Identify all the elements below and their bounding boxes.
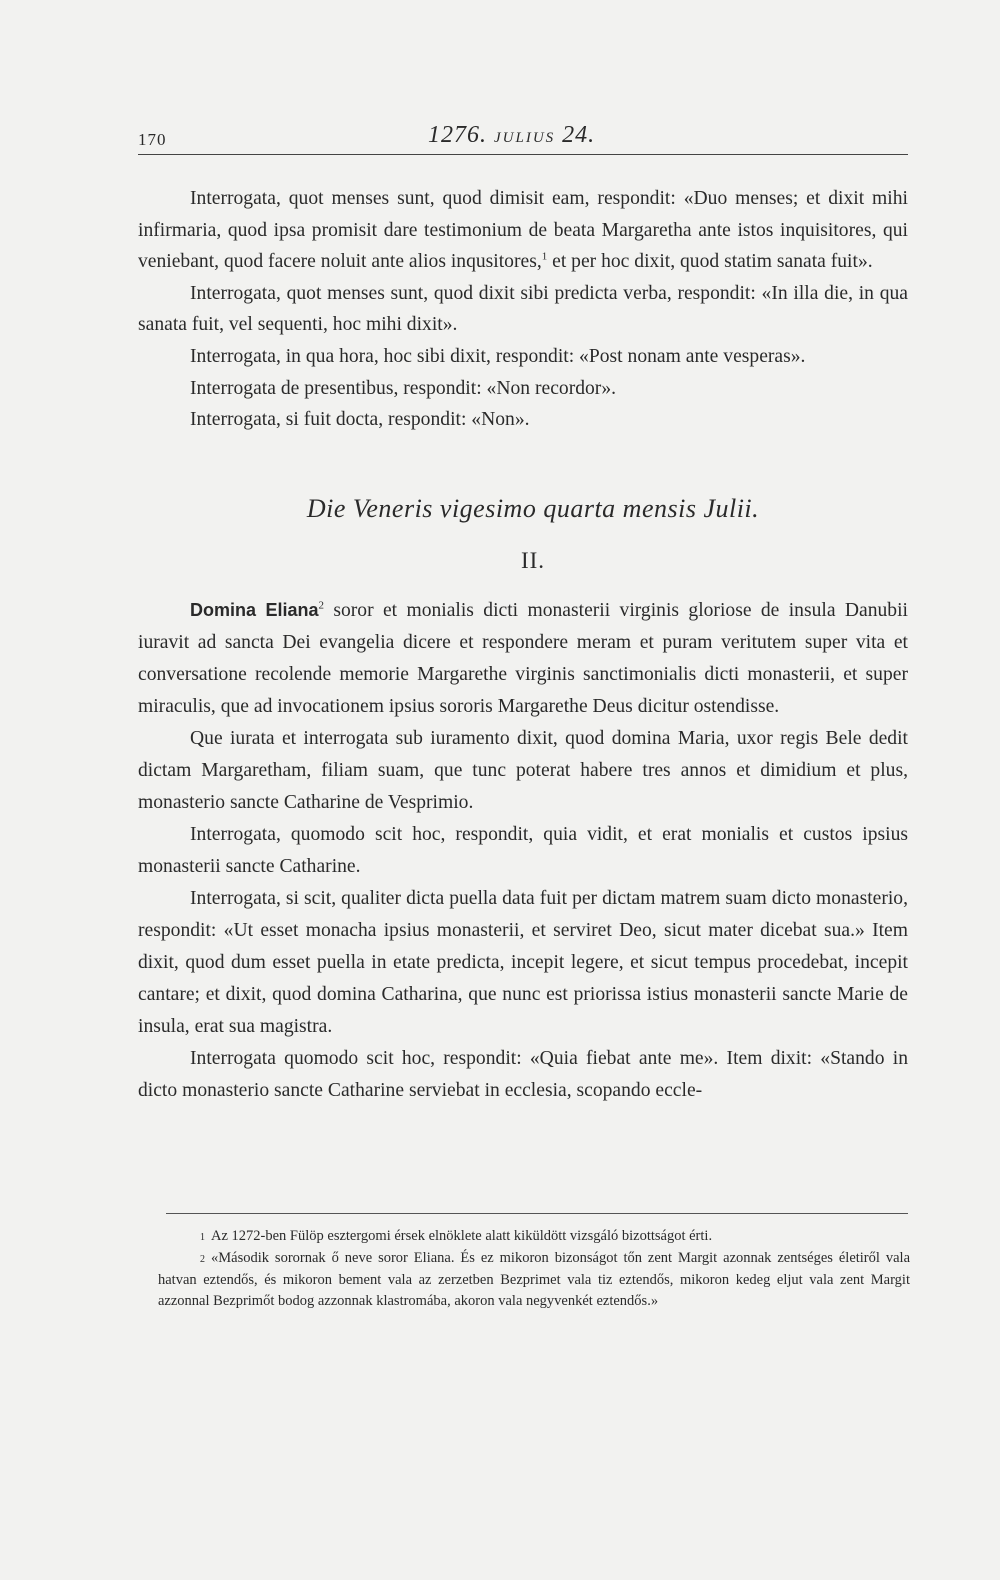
running-head-month: JULIUS — [494, 130, 556, 146]
paragraph: Interrogata de presentibus, respondit: «Non recordor». — [190, 377, 617, 399]
footnotes — [158, 1226, 910, 1312]
page-number: 170 — [138, 130, 167, 149]
paragraph: Interrogata quomodo scit hoc, respondit: «Quia fiebat ante me». Item dixit: «Stando in dicto monasterio sancte Catharine serviebat in ecclesia, scopando eccle- — [138, 1047, 908, 1101]
paragraph-text: et per hoc dixit, quod statim sanata fuit». — [547, 251, 873, 273]
paragraph: Interrogata, si scit, qualiter dicta puella data fuit per dictam matrem suam dicto monasterio, respondit: «Ut esset monacha ipsius monasterii, et serviret Deo, sicut mater dicebat sua.» Item dixit, quod dum esset puella in etate predicta, incepit legere, et sicut tempus procedebat, incepit cantare; et dixit, quod domina Catharina, que nunc est priorissa istius monasterii sancte Marie de insula, erat sua magistra. — [138, 887, 908, 1037]
running-head-day: 24. — [562, 122, 596, 148]
page-header — [138, 118, 908, 155]
footnote-text: Az 1272-ben Fülöp esztergomi érsek elnöklete alatt kiküldött vizsgáló bizottságot érti. — [211, 1228, 713, 1244]
section-number: II. — [520, 547, 546, 573]
paragraph: Interrogata, in qua hora, hoc sibi dixit, respondit: «Post nonam ante vesperas». — [190, 345, 806, 367]
paragraph: Interrogata, si fuit docta, respondit: «Non». — [190, 409, 530, 431]
witness-name: Domina Eliana — [190, 599, 319, 620]
paragraph — [138, 594, 908, 723]
body-text-block-1 — [138, 183, 908, 436]
paragraph: Interrogata, quomodo scit hoc, respondit, quia vidit, et erat monialis et custos ipsius monasterii sancte Catharine. — [138, 823, 908, 877]
footnote-mark: 2 — [200, 1254, 205, 1265]
paragraph-text: soror et monialis dicti monasterii virginis gloriose de insula Danubii iuravit ad sancta Dei evangelia dicere et respondere meram et puram veritutem super vita et conversatione recolende memorie Margarethe virginis sanctimonialis dicti monasterii, et super miraculis, que ad invocationem ipsius sororis Margarethe Deus dicitur ostendisse. — [138, 599, 908, 717]
running-head — [428, 122, 595, 149]
paragraph: Que iurata et interrogata sub iuramento dixit, quod domina Maria, uxor regis Bele dedit dictam Margaretham, filiam suam, que tunc poterat habere tres annos et dimidium et plus, monasterio sancte Catharine de Vesprimio. — [138, 727, 908, 813]
paragraph — [138, 183, 908, 278]
book-page — [138, 118, 908, 1538]
footnote-mark: 1 — [200, 1232, 205, 1243]
footnote-divider — [166, 1213, 908, 1214]
footnote-ref: 2 — [318, 599, 324, 612]
running-head-year: 1276. — [428, 122, 487, 148]
footnote-text: «Második sorornak ő neve soror Eliana. És ez mikoron bizonságot tőn zent Margit azonnak zentséges életiről vala hatvan eztendős, és mikoron bement vala az zerzetben Bezprimet vala tiz eztendős, mikoron kedeg eljut vala zent Margit azzonnal Bezprimőt bodog azzonnak klastromába, akoron vala negyvenkét eztendős.» — [158, 1250, 910, 1309]
paragraph: Interrogata, quot menses sunt, quod dixit sibi predicta verba, respondit: «In illa die, in qua sanata fuit, vel sequenti, hoc mihi dixit». — [138, 282, 908, 336]
footnote — [158, 1226, 910, 1248]
section-heading: Die Veneris vigesimo quarta mensis Julii. — [306, 493, 760, 523]
footnote-ref: 1 — [541, 250, 548, 263]
footnote — [158, 1248, 910, 1312]
paragraph-text: Interrogata, quot menses sunt, quod dimisit eam, respondit: «Duo menses; et dixit mihi infirmaria, quod ipsa promisit dare testimonium de beata Margaretha ante istos inquisitores, qui veniebant, quod facere noluit ante alios inqusitores, — [138, 188, 908, 273]
body-text-block-2 — [138, 594, 908, 1107]
